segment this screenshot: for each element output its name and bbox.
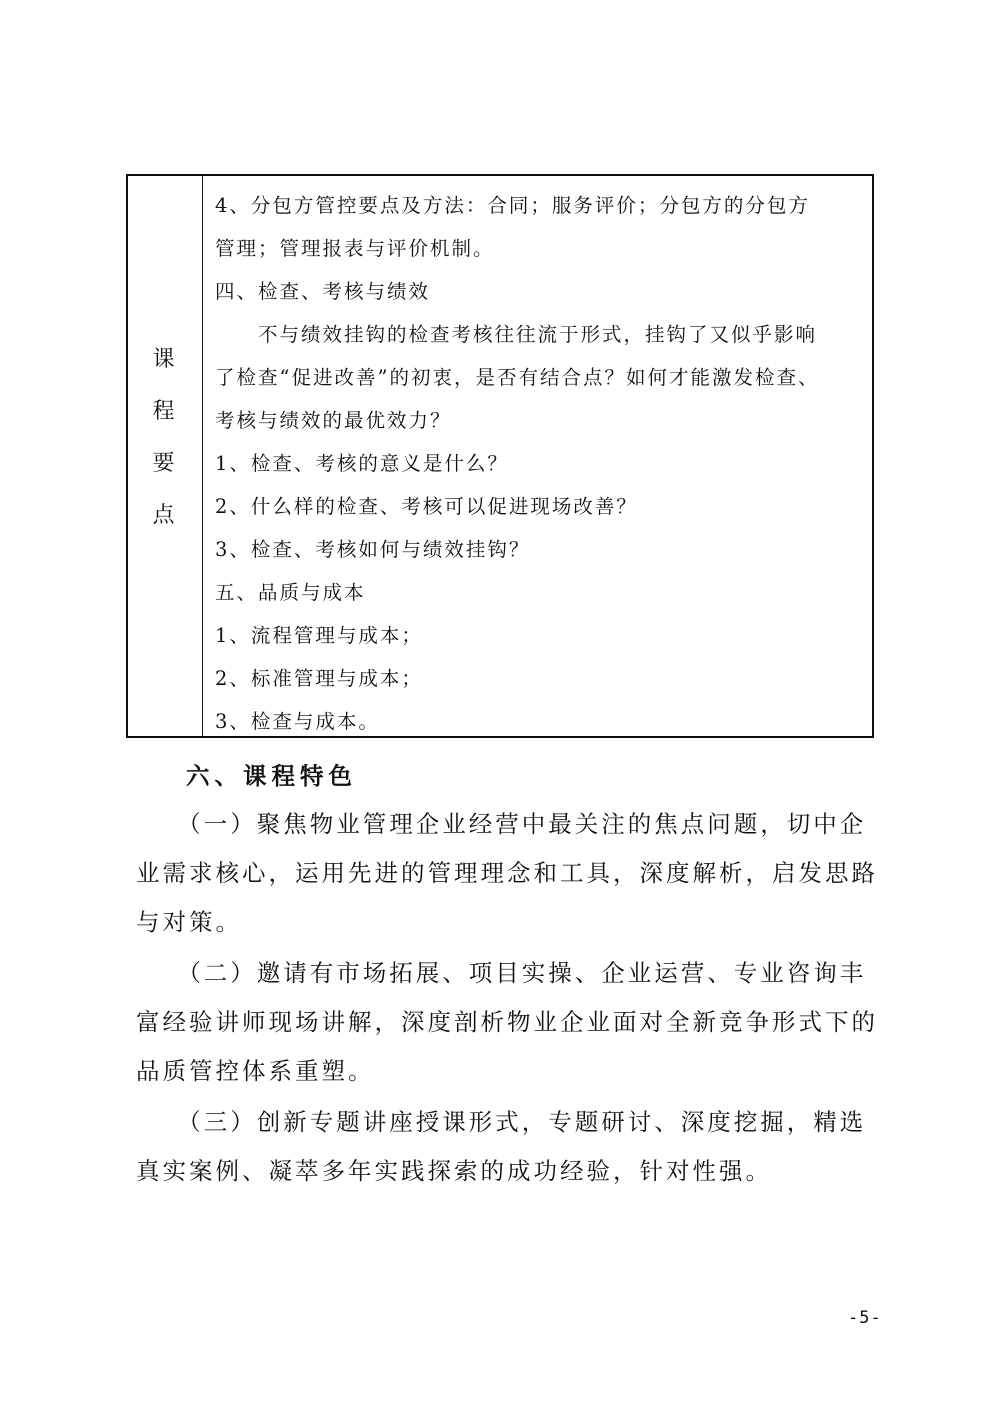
table-label-char: 程: [152, 399, 175, 424]
section-heading: 六、课程特色: [186, 762, 357, 790]
table-line: 1、检查、考核的意义是什么？: [215, 452, 509, 475]
table-line: 3、检查与成本。: [215, 710, 380, 733]
table-line: 五、品质与成本: [215, 581, 366, 604]
table-line: 了检查“促进改善”的初衷，是否有结合点？如何才能激发检查、: [215, 366, 820, 389]
page-number: -5-: [848, 1308, 882, 1328]
table-line: 4、分包方管控要点及方法：合同；服务评价；分包方的分包方: [215, 194, 810, 217]
table-label-char: 点: [152, 503, 175, 528]
table-label-char: 要: [152, 451, 175, 476]
table-label-char: 课: [152, 347, 175, 372]
paragraph-line: 富经验讲师现场讲解，深度剖析物业企业面对全新竞争形式下的: [136, 1008, 878, 1036]
table-line: 四、检查、考核与绩效: [215, 280, 431, 303]
table-line: 2、标准管理与成本；: [215, 667, 423, 690]
table-line: 2、什么样的检查、考核可以促进现场改善？: [215, 495, 638, 518]
paragraph-line: （一）聚焦物业管理企业经营中最关注的焦点问题，切中企: [136, 810, 867, 838]
table-line: 1、流程管理与成本；: [215, 624, 423, 647]
paragraph-line: 与对策。: [136, 908, 242, 936]
table-line: 不与绩效挂钩的检查考核往往流于形式，挂钩了又似乎影响: [215, 323, 818, 346]
paragraph-line: 业需求核心，运用先进的管理理念和工具，深度解析，启发思路: [136, 859, 878, 887]
table-line: 3、检查、考核如何与绩效挂钩？: [215, 538, 531, 561]
paragraph-line: 品质管控体系重塑。: [136, 1057, 375, 1085]
paragraph-line: （三）创新专题讲座授课形式，专题研讨、深度挖掘，精选: [136, 1108, 867, 1136]
paragraph-line: 真实案例、凝萃多年实践探索的成功经验，针对性强。: [136, 1157, 772, 1185]
table-line: 考核与绩效的最优效力？: [215, 409, 452, 432]
table-line: 管理；管理报表与评价机制。: [215, 237, 495, 260]
paragraph-line: （二）邀请有市场拓展、项目实操、企业运营、专业咨询丰: [136, 959, 867, 987]
